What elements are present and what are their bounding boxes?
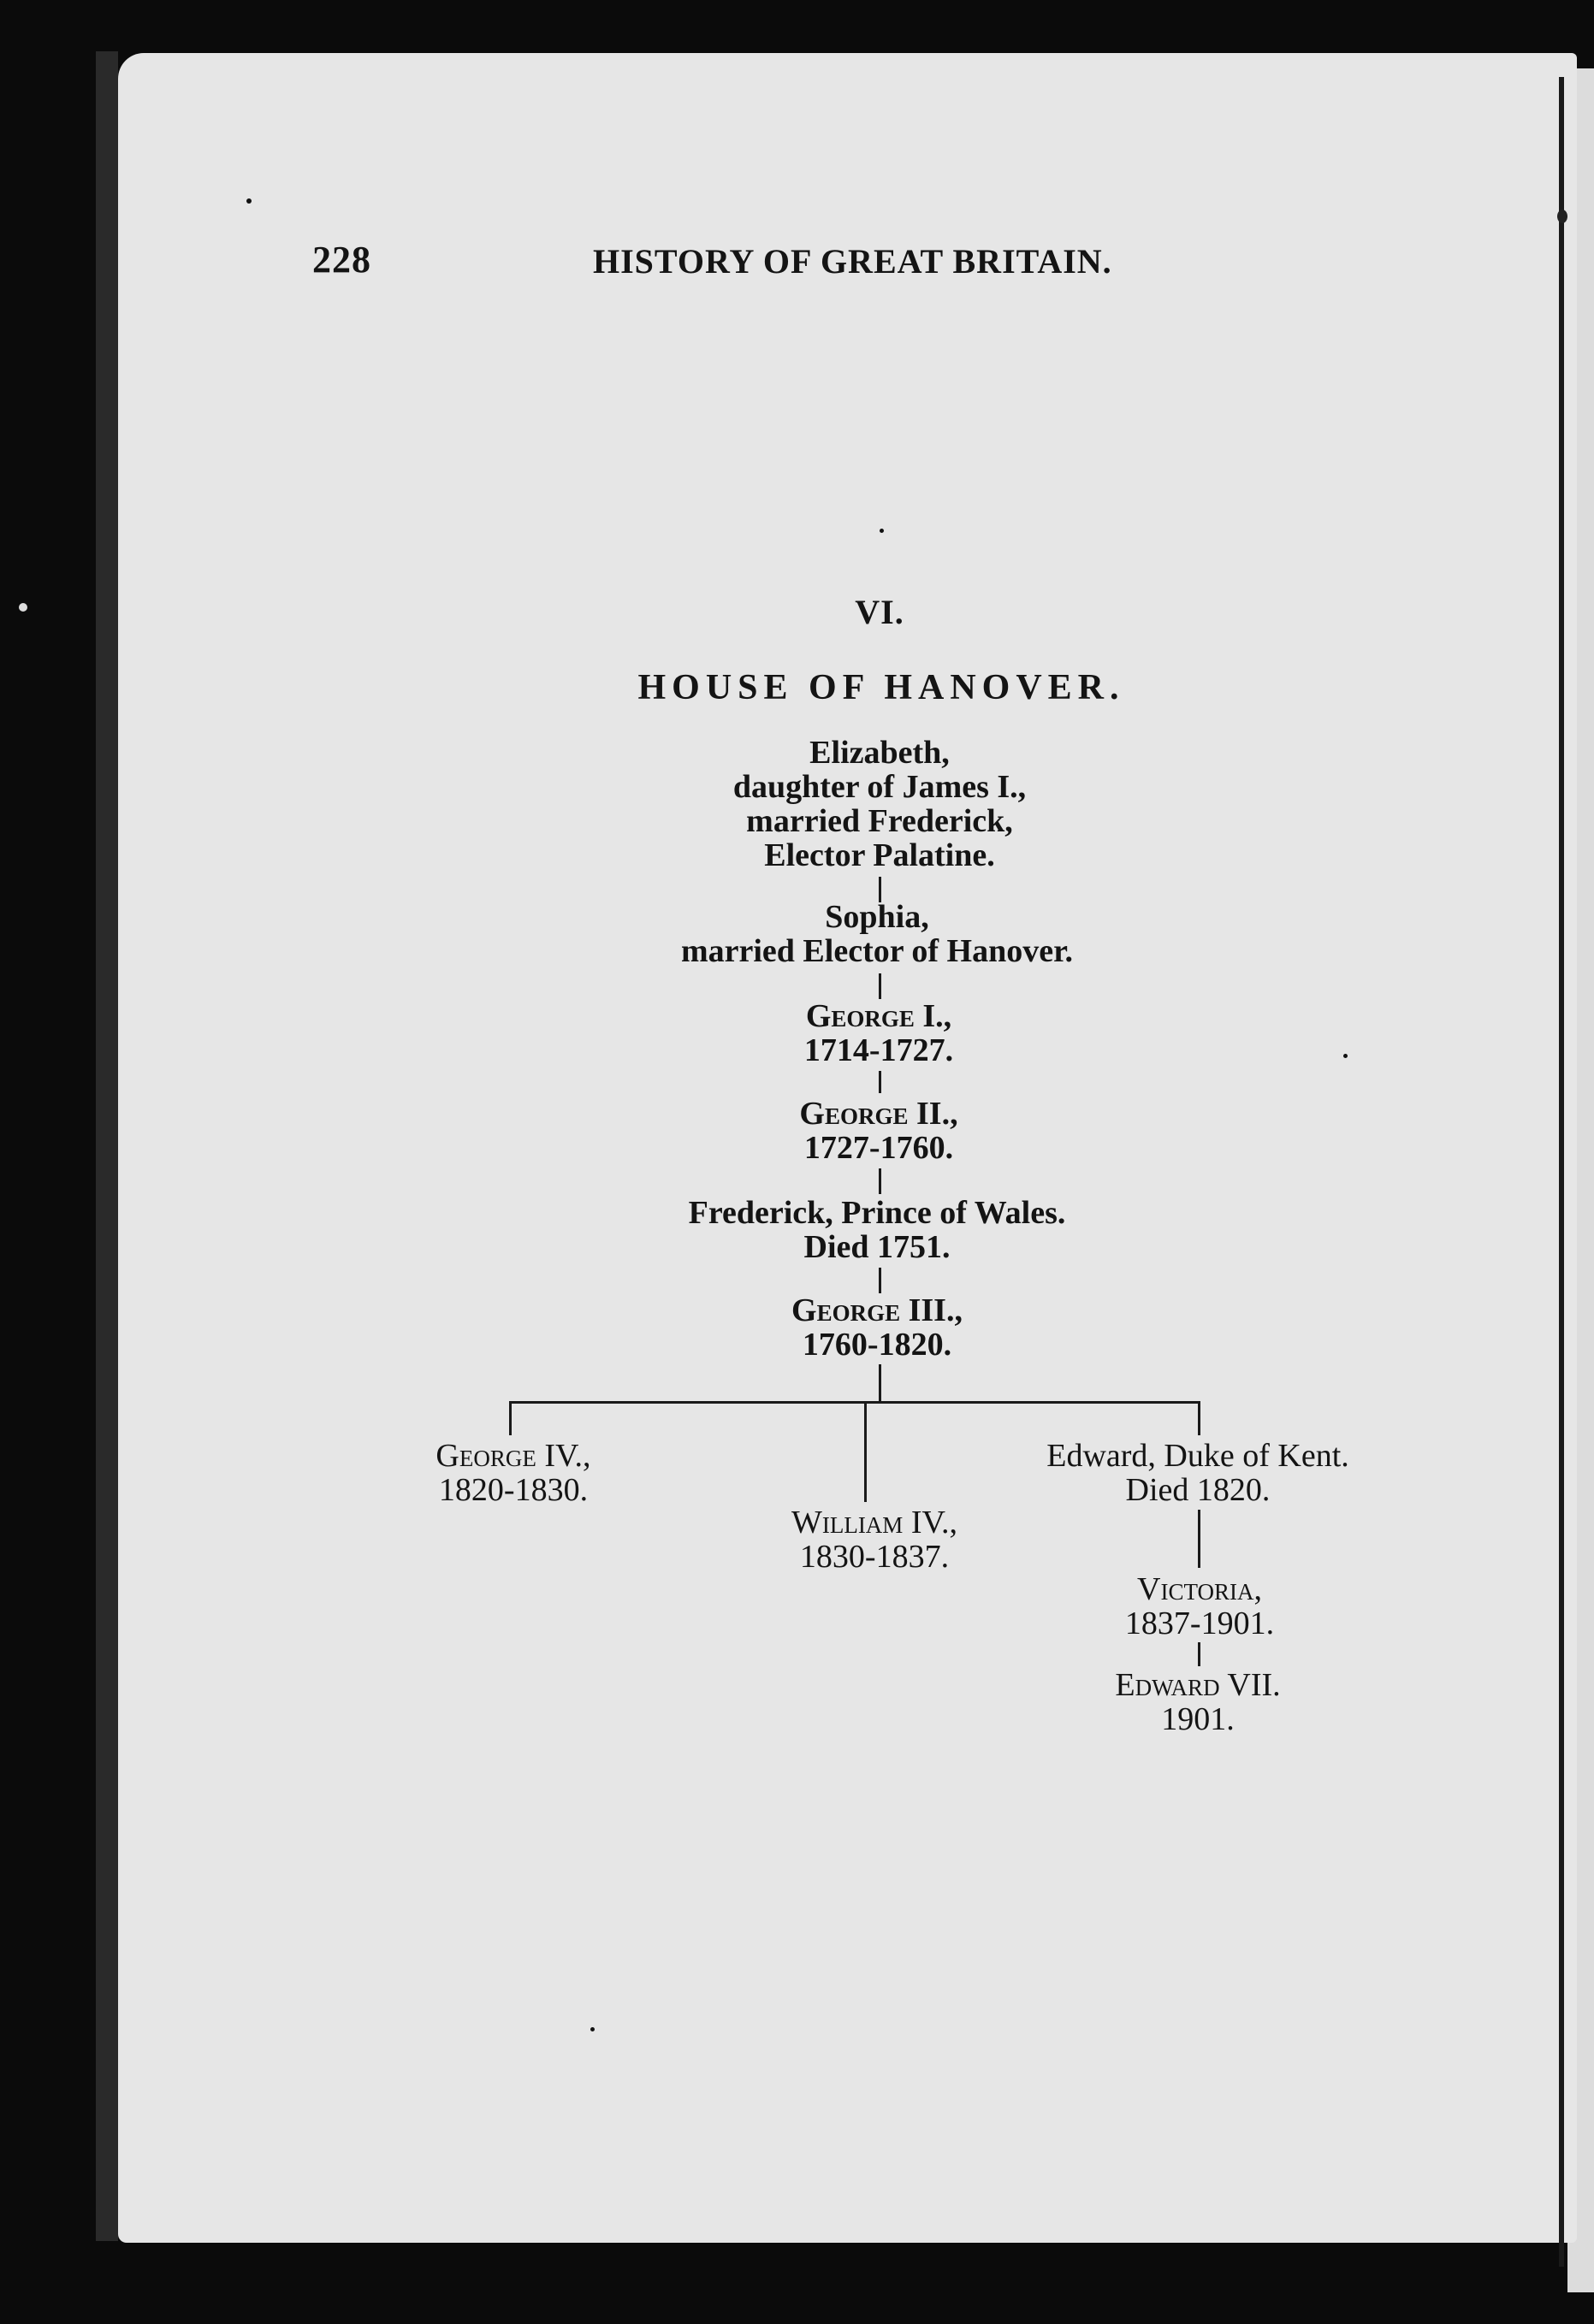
connector-to-george4 (509, 1401, 512, 1435)
george1-dates: 1714-1727. (803, 1032, 954, 1068)
william4-dates: 1830-1837. (799, 1539, 950, 1575)
william4-name: William IV., (791, 1505, 958, 1540)
george3-entry (791, 1293, 963, 1362)
sophia-line-1: Sophia, (825, 899, 929, 935)
connector-to-william4 (864, 1401, 867, 1502)
george4-dates: 1820-1830. (438, 1472, 589, 1508)
george4-name: George IV., (436, 1438, 591, 1474)
running-title: HISTORY OF GREAT BRITAIN. (593, 242, 1112, 281)
victoria-dates: 1837-1901. (1124, 1606, 1275, 1641)
frederick-name: Frederick, Prince of Wales. (688, 1195, 1066, 1231)
edward-kent-died: Died 1820. (1125, 1472, 1271, 1508)
frederick-died: Died 1751. (803, 1229, 951, 1265)
connector-edward-kent-victoria (1198, 1510, 1200, 1568)
edward7-dates: 1901. (1161, 1701, 1235, 1737)
children-bar (509, 1401, 1200, 1404)
page-fold-line (1559, 77, 1564, 2267)
edward-kent-name: Edward, Duke of Kent. (1046, 1438, 1349, 1474)
connector-george1-george2 (879, 1071, 881, 1093)
connector-sophia-george1 (879, 973, 881, 999)
scan-speck (590, 2027, 595, 2031)
page-number: 228 (312, 239, 371, 281)
connector-george2-frederick (879, 1168, 881, 1194)
elizabeth-entry (733, 736, 1026, 872)
william4-entry (791, 1505, 957, 1574)
george1-name: George I., (805, 998, 952, 1034)
victoria-name: Victoria, (1137, 1571, 1262, 1607)
elizabeth-line-2: daughter of James I., (732, 769, 1027, 805)
george3-name: George III., (791, 1292, 963, 1328)
george3-dates: 1760-1820. (802, 1327, 952, 1363)
edward7-name: Edward VII. (1115, 1667, 1281, 1703)
edward-kent-entry (1046, 1439, 1349, 1507)
elizabeth-line-1: Elizabeth, (809, 735, 950, 771)
george2-name: George II., (799, 1096, 958, 1132)
edward7-entry (1115, 1668, 1280, 1736)
elizabeth-line-4: Elector Palatine. (764, 837, 995, 873)
george2-dates: 1727-1760. (803, 1130, 954, 1166)
george2-entry (799, 1097, 957, 1165)
book-spine-shadow (96, 51, 118, 2241)
scan-speck (19, 603, 27, 612)
scan-speck (246, 198, 252, 204)
section-title: HOUSE OF HANOVER. (637, 668, 1125, 707)
sophia-line-2: married Elector of Hanover. (680, 933, 1074, 969)
george4-entry (436, 1439, 590, 1507)
scan-speck (1557, 210, 1567, 223)
connector-to-edward-kent (1198, 1401, 1200, 1435)
section-number: VI. (855, 593, 904, 631)
george1-entry (804, 999, 953, 1067)
scan-speck (1343, 1054, 1348, 1058)
frederick-entry (689, 1196, 1066, 1264)
connector-victoria-edward7 (1198, 1642, 1200, 1666)
victoria-entry (1125, 1572, 1274, 1641)
connector-george3-children (879, 1364, 881, 1403)
elizabeth-line-3: married Frederick, (746, 803, 1013, 839)
connector-frederick-george3 (879, 1268, 881, 1293)
scan-speck (880, 529, 884, 533)
sophia-entry (681, 900, 1073, 968)
